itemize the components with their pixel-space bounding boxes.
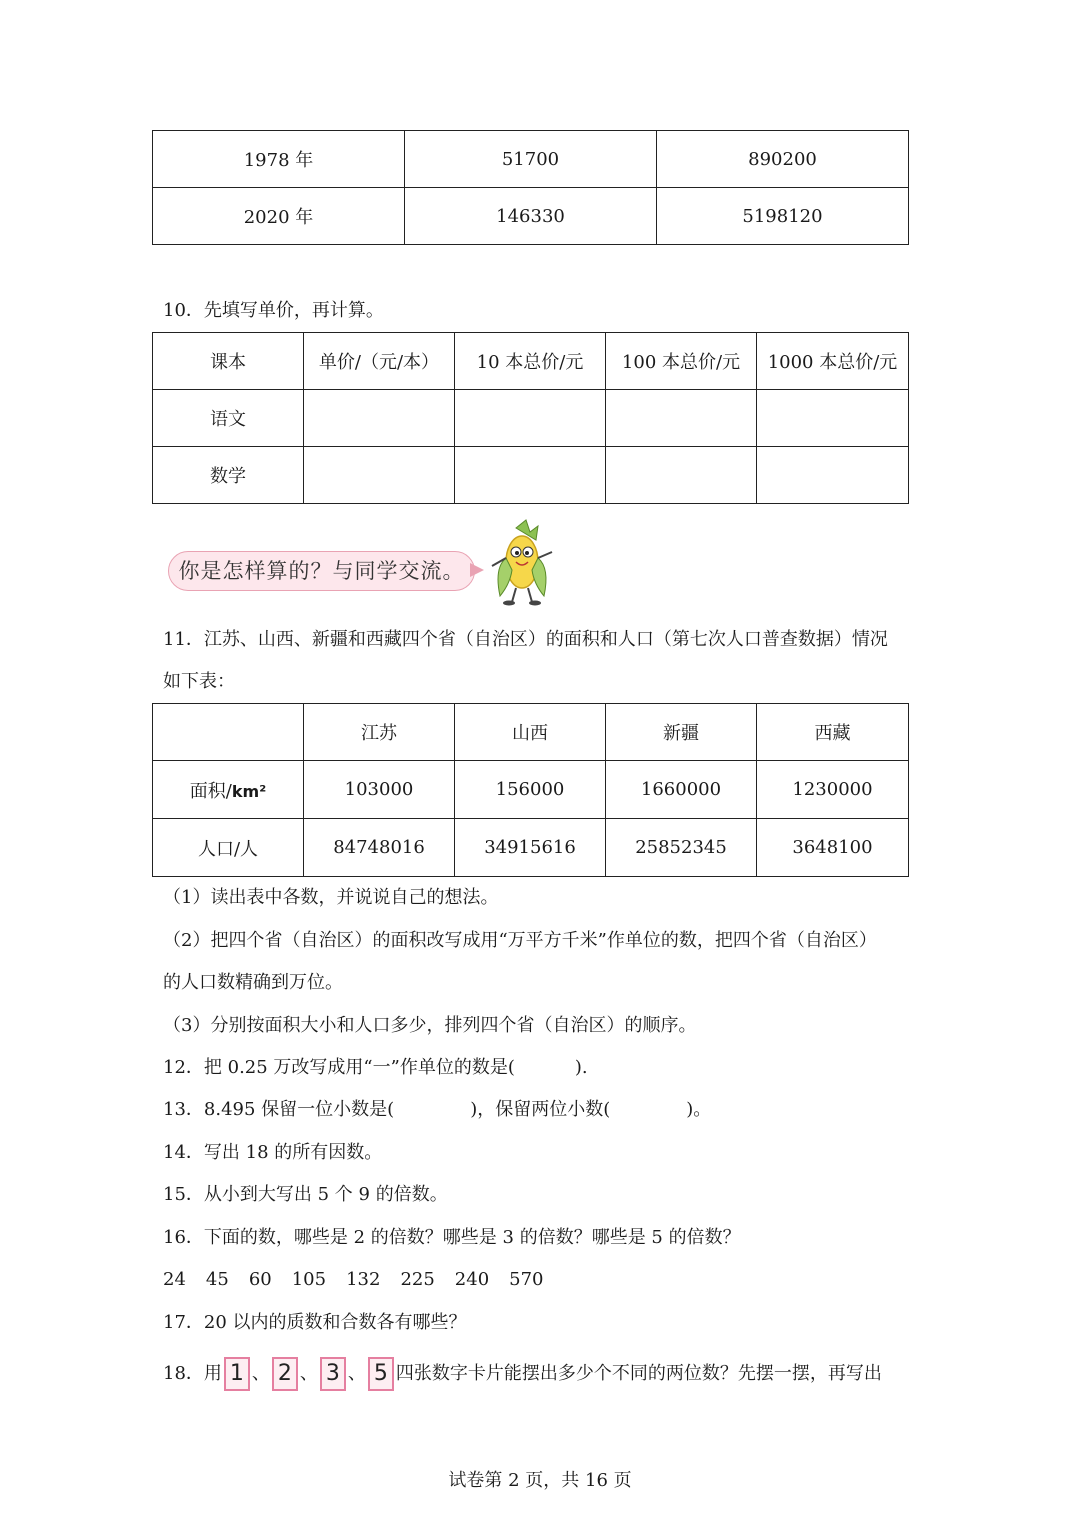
answer-cell[interactable] [304, 390, 455, 447]
question-11-sub1: （1）读出表中各数，并说说自己的想法。 [163, 887, 499, 908]
question-16: 16．下面的数，哪些是 2 的倍数？哪些是 3 的倍数？哪些是 5 的倍数？ [163, 1227, 741, 1248]
number: 60 [248, 1269, 272, 1290]
question-11-line1: 11．江苏、山西、新疆和西藏四个省（自治区）的面积和人口（第七次人口普查数据）情况 [163, 629, 888, 650]
table-cell: 5198120 [657, 188, 909, 245]
number: 132 [346, 1269, 381, 1290]
number: 45 [205, 1269, 229, 1290]
table-cell: 1978 年 [153, 131, 405, 188]
table-header [153, 704, 304, 761]
table-cell: 146330 [405, 188, 657, 245]
table-header: 单价/（元/本） [304, 333, 455, 390]
number-card: 5 [368, 1357, 394, 1391]
table-cell: 84748016 [304, 819, 455, 877]
table-cell: 890200 [657, 131, 909, 188]
number: 105 [291, 1269, 327, 1290]
question-10: 10．先填写单价，再计算。 [163, 300, 384, 321]
q10-table [152, 332, 909, 504]
table-cell: 1660000 [606, 761, 757, 819]
table-cell: 25852345 [606, 819, 757, 877]
q18-prefix: 18．用 [163, 1363, 222, 1384]
area-label: 面积/ [189, 780, 232, 802]
q13-mid: )，保留两位小数( [470, 1099, 611, 1120]
question-12 [163, 1056, 588, 1080]
speech-bubble-tail [470, 563, 484, 577]
question-13 [163, 1098, 711, 1122]
table-header: 西藏 [757, 704, 909, 761]
table-cell: 3648100 [757, 819, 909, 877]
answer-cell[interactable] [455, 447, 606, 504]
speech-bubble: 你是怎样算的？与同学交流。 [168, 551, 475, 591]
answer-cell[interactable] [757, 447, 909, 504]
answer-cell[interactable] [757, 390, 909, 447]
table-cell: 数学 [153, 447, 304, 504]
separator: 、 [299, 1363, 318, 1384]
question-11-sub2b: 的人口数精确到万位。 [163, 972, 343, 993]
table-cell: 1230000 [757, 761, 909, 819]
answer-cell[interactable] [455, 390, 606, 447]
q13-text: 13．8.495 保留一位小数是( [163, 1099, 395, 1120]
answer-cell[interactable] [606, 390, 757, 447]
page-footer: 试卷第 2 页，共 16 页 [448, 1470, 632, 1491]
number-card: 3 [320, 1357, 346, 1391]
question-18 [163, 1357, 882, 1391]
table-header: 江苏 [304, 704, 455, 761]
table-cell: 34915616 [455, 819, 606, 877]
area-unit: km² [231, 781, 267, 801]
answer-cell[interactable] [606, 447, 757, 504]
question-11-line2: 如下表： [163, 671, 235, 692]
q12-end: ). [574, 1057, 588, 1078]
row-label-population: 人口/人 [153, 819, 304, 877]
question-15: 15．从小到大写出 5 个 9 的倍数。 [163, 1184, 448, 1205]
number: 225 [400, 1269, 435, 1290]
q11-table [152, 703, 909, 877]
q13-end: )。 [686, 1099, 712, 1120]
q12-text: 12．把 0.25 万改写成用“一”作单位的数是( [163, 1057, 515, 1078]
table-cell: 2020 年 [153, 188, 405, 245]
table-header: 新疆 [606, 704, 757, 761]
row-label-area [153, 761, 304, 819]
corn-mascot-icon [486, 518, 558, 606]
table-cell: 103000 [304, 761, 455, 819]
table-cell: 语文 [153, 390, 304, 447]
answer-cell[interactable] [304, 447, 455, 504]
table-header: 课本 [153, 333, 304, 390]
table-header: 100 本总价/元 [606, 333, 757, 390]
question-11-sub2a: （2）把四个省（自治区）的面积改写成用“万平方千米”作单位的数，把四个省（自治区） [163, 930, 877, 951]
question-14: 14．写出 18 的所有因数。 [163, 1142, 383, 1163]
question-17: 17．20 以内的质数和合数各有哪些？ [163, 1312, 467, 1333]
separator: 、 [251, 1363, 270, 1384]
question-11-sub3: （3）分别按面积大小和人口多少，排列四个省（自治区）的顺序。 [163, 1015, 697, 1036]
table-cell: 51700 [405, 131, 657, 188]
number-card: 2 [272, 1357, 298, 1391]
number: 240 [454, 1269, 490, 1290]
q18-suffix: 四张数字卡片能摆出多少个不同的两位数？先摆一摆，再写出 [395, 1363, 882, 1384]
number: 570 [509, 1269, 544, 1290]
table-header: 1000 本总价/元 [757, 333, 909, 390]
table-cell: 156000 [455, 761, 606, 819]
q16-numbers [163, 1268, 544, 1292]
number: 24 [163, 1269, 186, 1290]
number-card: 1 [224, 1357, 250, 1391]
top-table [152, 130, 909, 245]
separator: 、 [347, 1363, 366, 1384]
table-header: 10 本总价/元 [455, 333, 606, 390]
table-header: 山西 [455, 704, 606, 761]
